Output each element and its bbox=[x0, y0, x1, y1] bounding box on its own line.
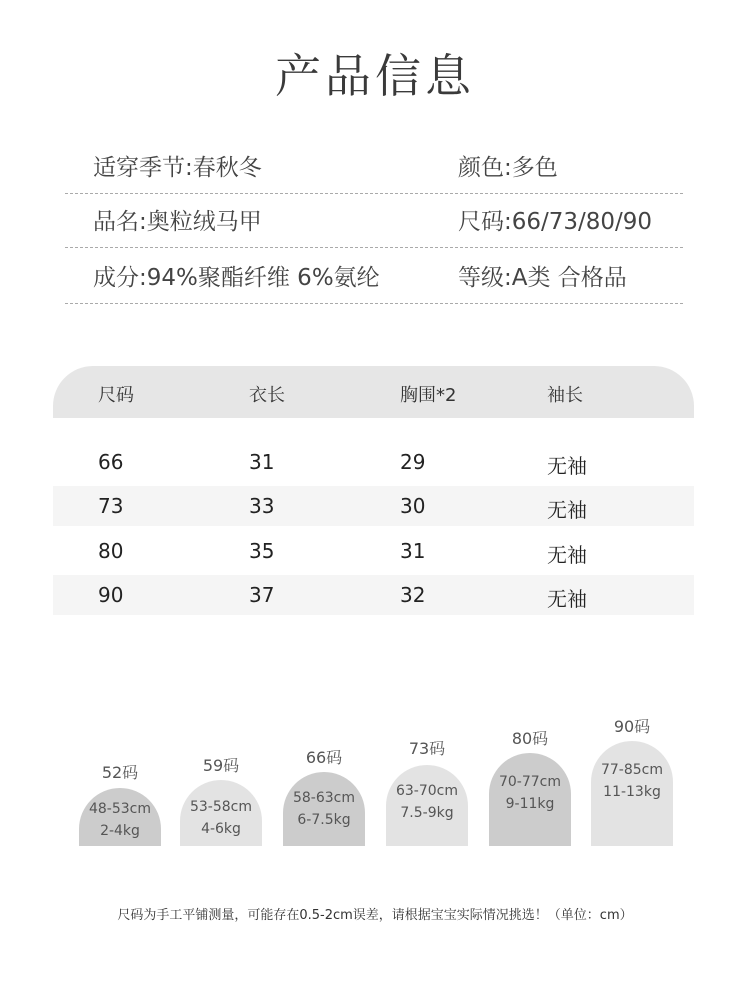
size-guide-label: 59码 bbox=[202, 756, 240, 775]
info-material: 成分:94%聚酯纤维 6%氨纶 bbox=[93, 265, 380, 291]
info-sizes: 尺码:66/73/80/90 bbox=[458, 209, 653, 235]
size-guide-label: 66码 bbox=[305, 748, 343, 767]
size-guide-item bbox=[180, 753, 262, 846]
cell-chest: 29 bbox=[400, 450, 426, 474]
cell-size: 90 bbox=[98, 583, 124, 607]
header-size: 尺码 bbox=[98, 385, 134, 406]
size-guide-height: 63-70cm bbox=[395, 783, 458, 799]
size-guide-shape bbox=[283, 772, 365, 846]
info-product-name: 品名:奥粒绒马甲 bbox=[93, 209, 262, 235]
size-guide-height: 53-58cm bbox=[189, 799, 252, 815]
size-guide-label: 80码 bbox=[511, 729, 549, 748]
size-guide-item bbox=[283, 745, 365, 846]
size-guide-height: 48-53cm bbox=[88, 801, 151, 817]
size-guide-weight: 2-4kg bbox=[100, 823, 140, 839]
size-guide-shape bbox=[386, 765, 468, 846]
table-row bbox=[53, 486, 694, 526]
size-guide-label: 73码 bbox=[408, 739, 446, 758]
size-guide-label: 90码 bbox=[613, 717, 651, 736]
info-row-season bbox=[65, 137, 683, 194]
size-guide-item bbox=[591, 714, 673, 846]
cell-length: 37 bbox=[249, 583, 275, 607]
size-guide-height: 77-85cm bbox=[600, 762, 663, 778]
cell-sleeve: 无袖 bbox=[547, 498, 587, 522]
size-guide-item bbox=[386, 736, 468, 846]
cell-chest: 31 bbox=[400, 539, 426, 563]
cell-chest: 30 bbox=[400, 494, 426, 518]
table-row bbox=[53, 442, 694, 482]
size-guide-shape bbox=[591, 741, 673, 846]
header-chest: 胸围*2 bbox=[400, 385, 457, 406]
size-guide-weight: 7.5-9kg bbox=[400, 805, 454, 821]
header-length: 衣长 bbox=[249, 385, 285, 406]
measurement-note: 尺码为手工平铺测量，可能存在0.5-2cm误差，请根据宝宝实际情况挑选！（单位：cm） bbox=[117, 908, 633, 923]
cell-sleeve: 无袖 bbox=[547, 543, 587, 567]
size-guide-item bbox=[79, 760, 161, 846]
info-row-material bbox=[65, 247, 683, 304]
info-row-name bbox=[65, 191, 683, 248]
info-color: 颜色:多色 bbox=[458, 155, 558, 181]
header-sleeve: 袖长 bbox=[547, 385, 583, 406]
cell-sleeve: 无袖 bbox=[547, 587, 587, 611]
size-guide-label: 52码 bbox=[101, 763, 139, 782]
cell-sleeve: 无袖 bbox=[547, 454, 587, 478]
size-guide-height: 58-63cm bbox=[292, 790, 355, 806]
page-title: 产品信息 bbox=[275, 49, 475, 103]
size-guide-weight: 4-6kg bbox=[201, 821, 241, 837]
size-guide-shape bbox=[489, 753, 571, 846]
cell-length: 33 bbox=[249, 494, 275, 518]
size-guide-weight: 6-7.5kg bbox=[297, 812, 351, 828]
size-guide-height: 70-77cm bbox=[498, 774, 561, 790]
cell-length: 35 bbox=[249, 539, 275, 563]
cell-size: 73 bbox=[98, 494, 124, 518]
table-row bbox=[53, 575, 694, 615]
info-grade: 等级:A类 合格品 bbox=[458, 265, 627, 291]
cell-length: 31 bbox=[249, 450, 275, 474]
size-guide-shape bbox=[180, 780, 262, 846]
cell-chest: 32 bbox=[400, 583, 426, 607]
size-table-header bbox=[53, 366, 694, 418]
info-season: 适穿季节:春秋冬 bbox=[93, 155, 262, 181]
table-row bbox=[53, 531, 694, 571]
size-guide-weight: 9-11kg bbox=[505, 796, 555, 812]
cell-size: 66 bbox=[98, 450, 124, 474]
size-guide-item bbox=[489, 726, 571, 846]
size-guide-weight: 11-13kg bbox=[603, 784, 661, 800]
size-guide-shape bbox=[79, 788, 161, 846]
cell-size: 80 bbox=[98, 539, 124, 563]
